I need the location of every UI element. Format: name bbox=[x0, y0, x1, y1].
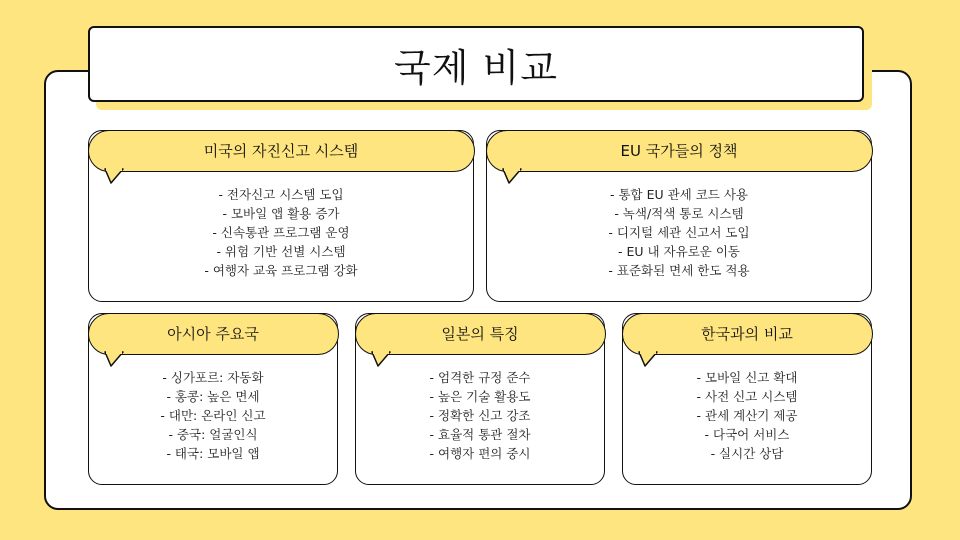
list-item: - 관세 계산기 제공 bbox=[696, 408, 798, 423]
list-item: - 정확한 신고 강조 bbox=[429, 408, 531, 423]
list-item: - 여행자 편의 중시 bbox=[429, 446, 531, 461]
card-usa bbox=[88, 130, 474, 302]
speech-tail-icon bbox=[370, 352, 392, 368]
card-heading bbox=[88, 313, 339, 355]
card-list bbox=[356, 368, 604, 463]
list-item: - 신속통관 프로그램 운영 bbox=[212, 225, 350, 240]
card-heading-text: 아시아 주요국 bbox=[167, 325, 259, 343]
card-heading bbox=[486, 130, 873, 172]
speech-tail-icon bbox=[103, 169, 125, 185]
list-item: - 다국어 서비스 bbox=[704, 427, 790, 442]
list-item: - 여행자 교육 프로그램 강화 bbox=[204, 263, 358, 278]
list-item: - 전자신고 시스템 도입 bbox=[218, 187, 344, 202]
title-box bbox=[88, 26, 864, 102]
list-item: - 녹색/적색 통로 시스템 bbox=[614, 206, 744, 221]
list-item: - 위험 기반 선별 시스템 bbox=[216, 244, 346, 259]
list-item: - 사전 신고 시스템 bbox=[696, 389, 798, 404]
card-list bbox=[623, 368, 871, 463]
list-item: - 효율적 통관 절차 bbox=[429, 427, 531, 442]
card-list bbox=[487, 185, 871, 280]
list-item: - 태국: 모바일 앱 bbox=[166, 446, 260, 461]
list-item: - EU 내 자유로운 이동 bbox=[618, 244, 740, 259]
speech-tail-icon bbox=[501, 169, 523, 185]
list-item: - 대만: 온라인 신고 bbox=[160, 408, 266, 423]
card-eu bbox=[486, 130, 872, 302]
list-item: - 통합 EU 관세 코드 사용 bbox=[609, 187, 749, 202]
card-list bbox=[89, 368, 337, 463]
card-heading bbox=[88, 130, 475, 172]
list-item: - 모바일 신고 확대 bbox=[696, 370, 798, 385]
list-item: - 실시간 상담 bbox=[710, 446, 784, 461]
list-item: - 높은 기술 활용도 bbox=[429, 389, 531, 404]
card-korea bbox=[622, 313, 872, 485]
card-heading-text: EU 국가들의 정책 bbox=[620, 142, 738, 160]
card-list bbox=[89, 185, 473, 280]
list-item: - 엄격한 규정 준수 bbox=[429, 370, 531, 385]
page-title: 국제 비교 bbox=[394, 45, 558, 90]
list-item: - 디지털 세관 신고서 도입 bbox=[608, 225, 750, 240]
list-item: - 홍콩: 높은 면세 bbox=[166, 389, 260, 404]
list-item: - 중국: 얼굴인식 bbox=[168, 427, 258, 442]
card-asia bbox=[88, 313, 338, 485]
card-heading bbox=[355, 313, 606, 355]
card-heading-text: 미국의 자진신고 시스템 bbox=[203, 142, 359, 160]
list-item: - 표준화된 면세 한도 적용 bbox=[608, 263, 750, 278]
list-item: - 모바일 앱 활용 증가 bbox=[222, 206, 340, 221]
card-japan bbox=[355, 313, 605, 485]
card-heading bbox=[622, 313, 873, 355]
speech-tail-icon bbox=[103, 352, 125, 368]
speech-tail-icon bbox=[637, 352, 659, 368]
card-heading-text: 한국과의 비교 bbox=[701, 325, 793, 343]
card-heading-text: 일본의 특징 bbox=[441, 325, 519, 343]
list-item: - 싱가포르: 자동화 bbox=[162, 370, 264, 385]
